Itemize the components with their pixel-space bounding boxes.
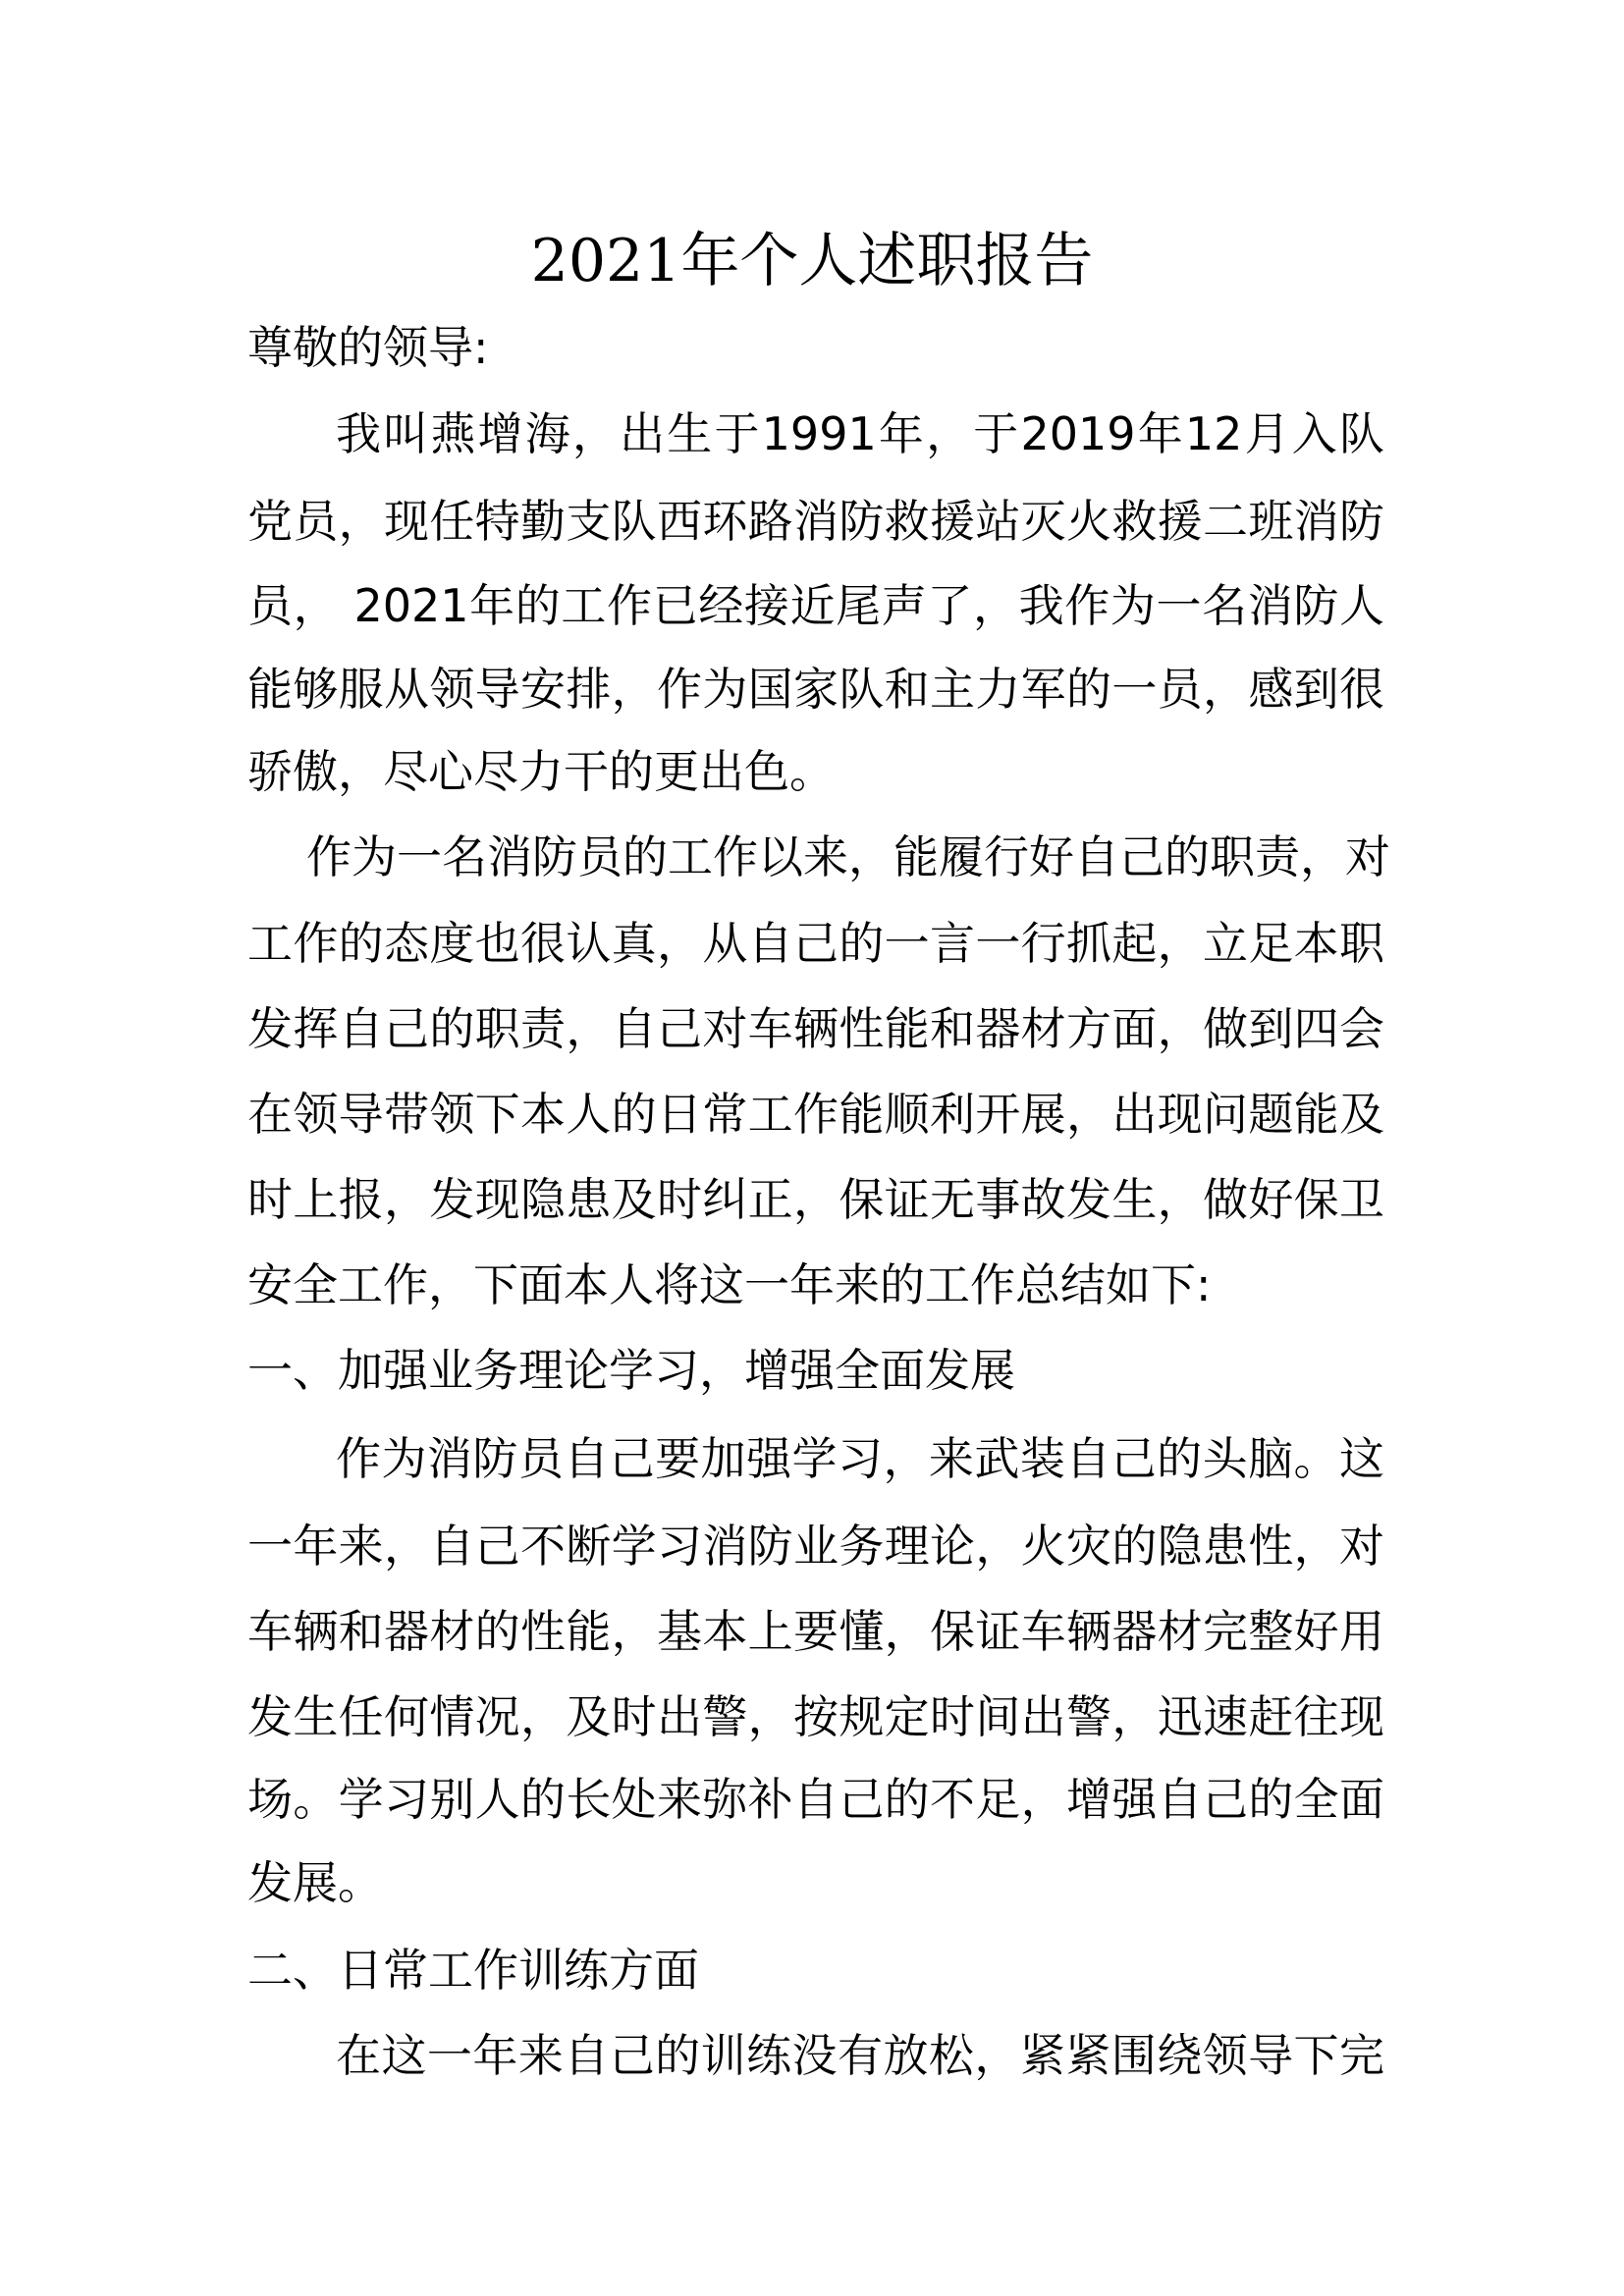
- paragraph-line: 车辆和器材的性能，基本上要懂，保证车辆器材完整好用: [247, 1605, 1384, 1658]
- paragraph-line: 工作的态度也很认真，从自己的一言一行抓起，立足本职: [247, 917, 1384, 970]
- paragraph-line: 发展。: [247, 1856, 383, 1909]
- paragraph-line: 骄傲，尽心尽力干的更出色。: [247, 745, 835, 798]
- paragraph-line: 发挥自己的职责，自己对车辆性能和器材方面，做到四会: [247, 1002, 1384, 1055]
- salutation: 尊敬的领导:: [247, 321, 489, 374]
- paragraph-line: 我叫燕增海，出生于1991年，于2019年12月入队: [336, 407, 1384, 460]
- paragraph-line: 在这一年来自己的训练没有放松，紧紧围绕领导下完: [336, 2029, 1384, 2082]
- paragraph-line: 一年来，自己不断学习消防业务理论，火灾的隐患性，对: [247, 1520, 1384, 1573]
- paragraph-line: 能够服从领导安排，作为国家队和主力军的一员，感到很: [247, 663, 1384, 716]
- section-heading: 二、日常工作训练方面: [247, 1944, 699, 1997]
- document-title: 2021年个人述职报告: [530, 227, 1094, 295]
- paragraph-line: 安全工作，下面本人将这一年来的工作总结如下:: [247, 1258, 1212, 1311]
- section-heading: 一、加强业务理论学习，增强全面发展: [247, 1344, 1015, 1397]
- paragraph-line: 员， 2021年的工作已经接近尾声了，我作为一名消防人: [247, 579, 1384, 632]
- paragraph-line: 场。学习别人的长处来弥补自己的不足，增强自己的全面: [247, 1773, 1384, 1826]
- paragraph-line: 党员，现任特勤支队西环路消防救援站灭火救援二班消防: [247, 495, 1384, 548]
- paragraph-line: 时上报，发现隐患及时纠正，保证无事故发生，做好保卫: [247, 1173, 1384, 1226]
- paragraph-line: 作为消防员自己要加强学习，来武装自己的头脑。这: [336, 1432, 1384, 1485]
- paragraph-line: 发生任何情况，及时出警，按规定时间出警，迅速赶往现: [247, 1690, 1384, 1743]
- paragraph-line: 作为一名消防员的工作以来，能履行好自己的职责，对: [306, 830, 1390, 883]
- paragraph-line: 在领导带领下本人的日常工作能顺利开展，出现问题能及: [247, 1088, 1384, 1141]
